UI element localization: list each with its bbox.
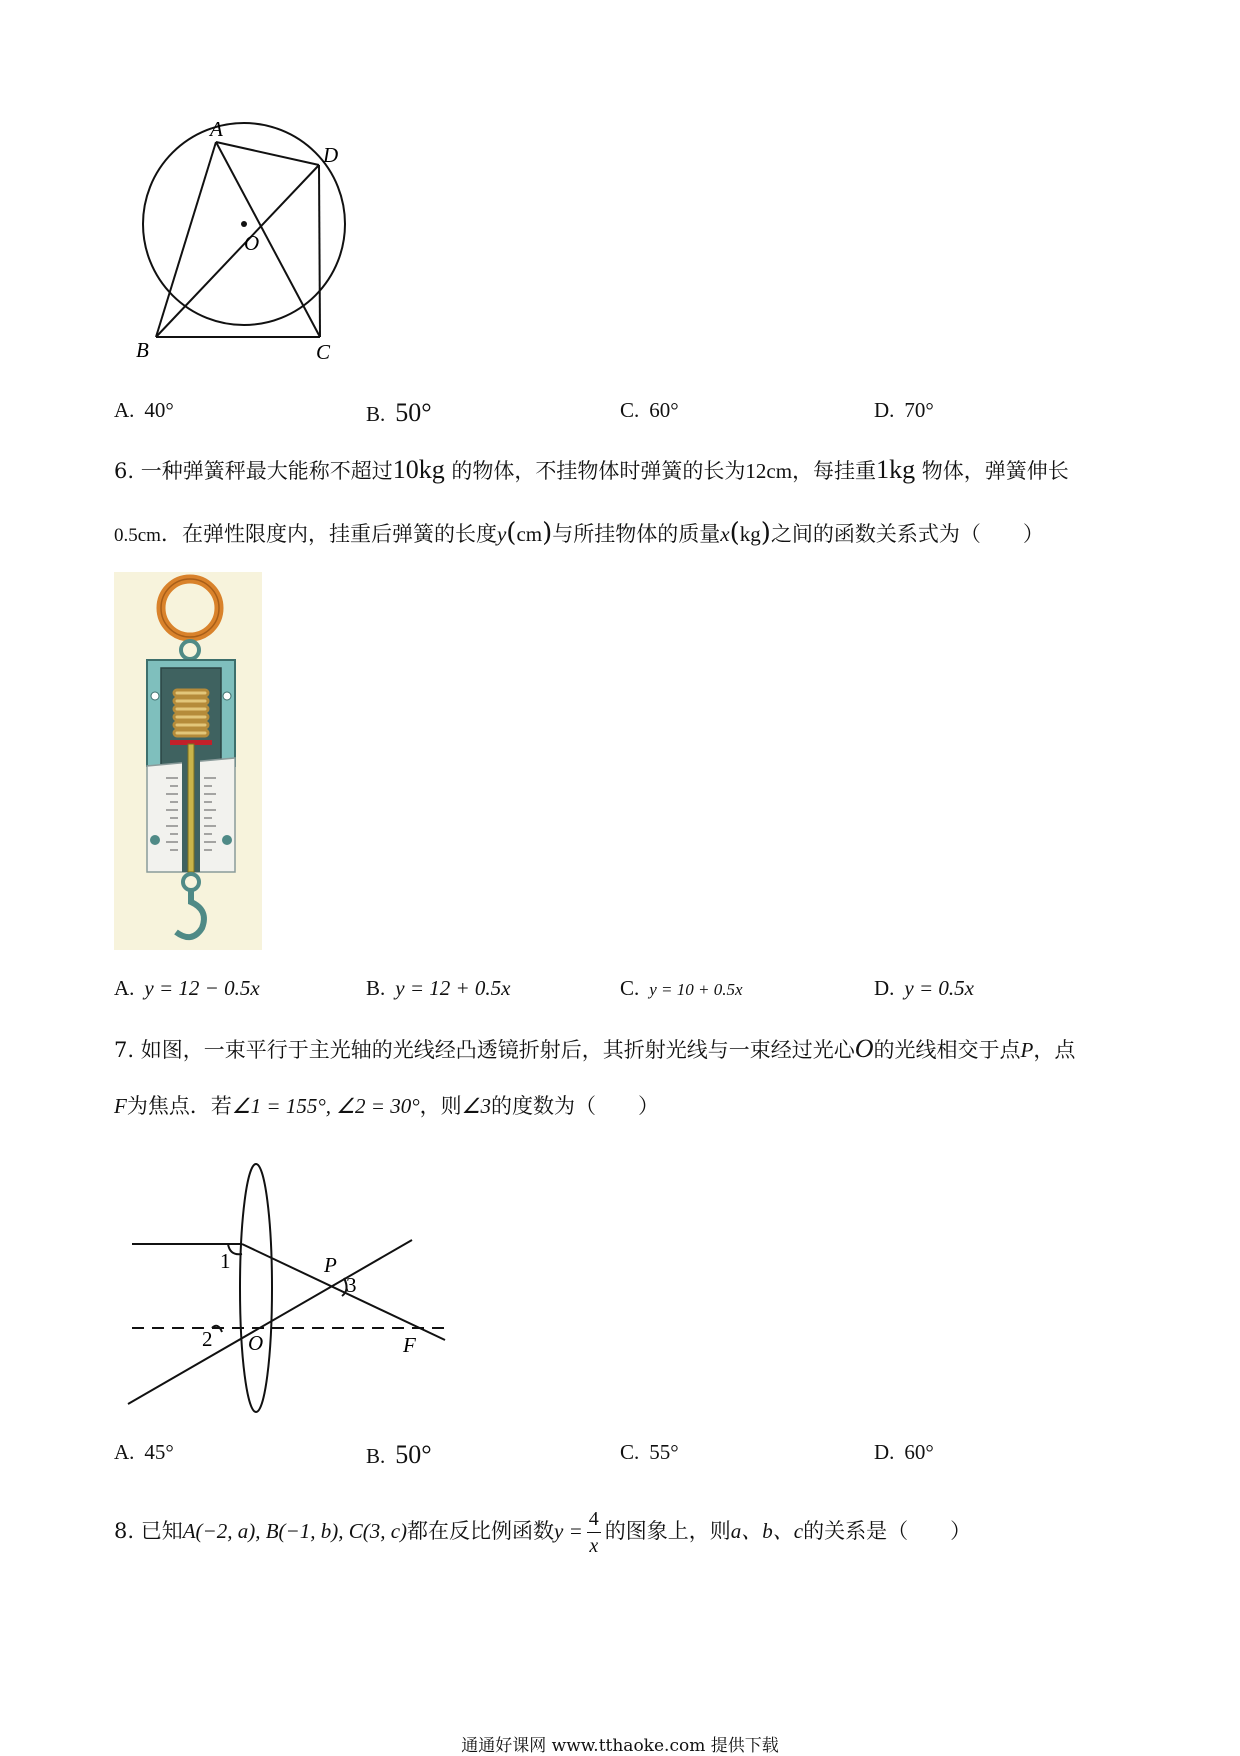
q5-circle-figure bbox=[120, 100, 370, 370]
q7-stem-line2: F为焦点．若∠1 = 155°, ∠2 = 30°，则∠3的度数为（ ） bbox=[114, 1094, 659, 1118]
q5-option-a: A. 40° bbox=[114, 398, 174, 422]
spring-scale-image bbox=[114, 572, 262, 950]
q7-option-d: D. 60° bbox=[874, 1440, 934, 1464]
q5-label-c: C bbox=[316, 340, 331, 364]
q5-label-o: O bbox=[244, 231, 260, 255]
q6-option-d: D. y = 0.5x bbox=[874, 976, 974, 1000]
q5-option-b: B. 50° bbox=[366, 398, 432, 427]
q7-angle-1: 1 bbox=[220, 1249, 231, 1273]
q8-fraction: $\frac{4}{x}$ bbox=[588, 1508, 599, 1557]
q8-stem: 8. 已知A(−2, a), B(−1, b), C(3, c)都在反比例函数y = $\frac{4}{x}$ 的图象上，则a、b、c的关系是（ ） bbox=[114, 1508, 972, 1557]
q6-stem-line2: 0.5cm．在弹性限度内，挂重后弹簧的长度y(cm)与所挂物体的质量x(kg)之间的函数关系式为（ ） bbox=[114, 518, 1044, 548]
q5-label-d: D bbox=[323, 143, 339, 167]
q7-label-p: P bbox=[324, 1253, 337, 1277]
page-footer: 通通好课网 www.tthaoke.com 提供下载 bbox=[461, 1736, 779, 1756]
q5-option-c: C. 60° bbox=[620, 398, 679, 422]
q6-option-b: B. y = 12 + 0.5x bbox=[366, 976, 511, 1000]
q5-label-a: A bbox=[210, 117, 223, 141]
q7-angle-3: 3 bbox=[346, 1273, 357, 1297]
q7-stem-line1: 7. 如图，一束平行于主光轴的光线经凸透镜折射后，其折射光线与一束经过光心O的光线相交于点P，点 bbox=[114, 1034, 1076, 1063]
q7-angle-2: 2 bbox=[202, 1327, 213, 1351]
q7-label-f: F bbox=[403, 1333, 416, 1357]
q6-option-a: A. y = 12 − 0.5x bbox=[114, 976, 260, 1000]
q7-lens-figure bbox=[120, 1160, 460, 1420]
q7-option-c: C. 55° bbox=[620, 1440, 679, 1464]
q7-label-o: O bbox=[248, 1331, 264, 1355]
q5-label-b: B bbox=[136, 338, 149, 362]
q7-option-a: A. 45° bbox=[114, 1440, 174, 1464]
q6-stem-line1: 6. 一种弹簧秤最大能称不超过10kg 的物体，不挂物体时弹簧的长为12cm，每挂重1kg 物体，弹簧伸长 bbox=[114, 455, 1069, 484]
q6-option-c: C. y = 10 + 0.5x bbox=[620, 976, 743, 1000]
q5-option-d: D. 70° bbox=[874, 398, 934, 422]
q7-option-b: B. 50° bbox=[366, 1440, 432, 1469]
